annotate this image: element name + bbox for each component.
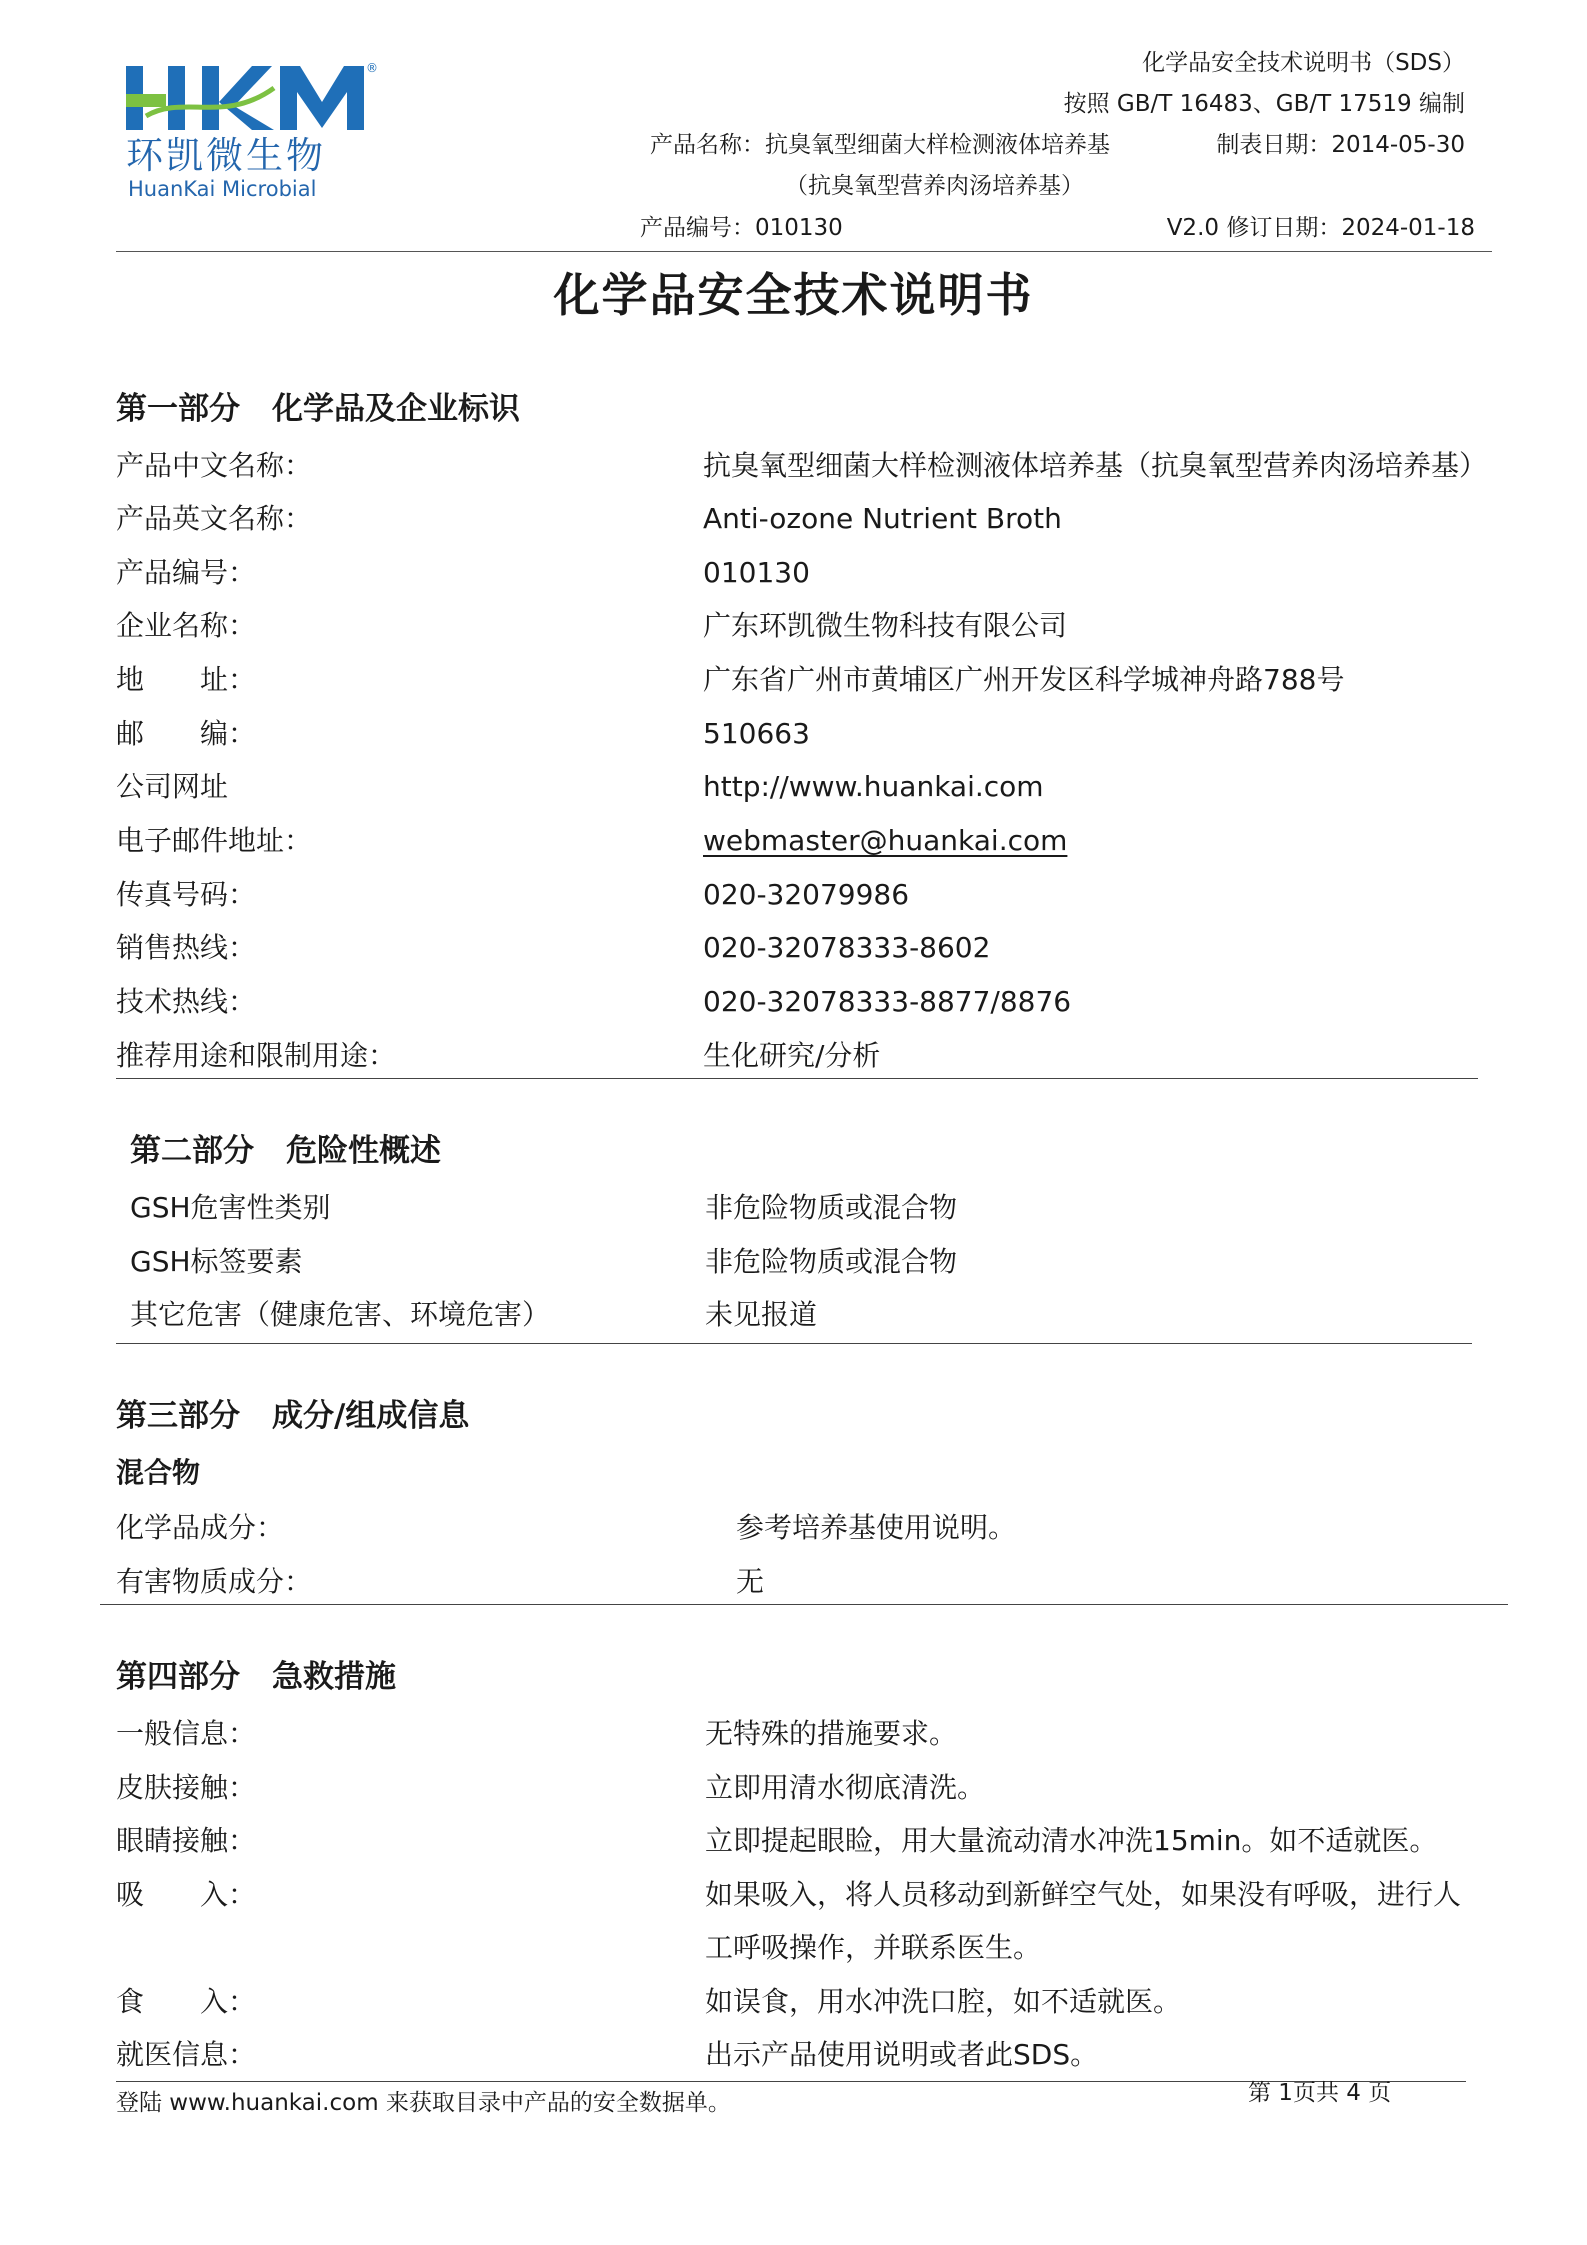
page-number: 第 1页共 4 页 xyxy=(1248,2080,1392,2106)
logo-name-en: HuanKai Microbial xyxy=(128,177,317,201)
row-label: 一般信息： xyxy=(116,1717,257,1750)
row-value: 未见报道 xyxy=(705,1298,818,1331)
section1-name: 化学品及企业标识 xyxy=(272,391,520,427)
footer-note: 登陆 www.huankai.com 来获取目录中产品的安全数据单。 xyxy=(116,2090,731,2116)
section4-name: 急救措施 xyxy=(272,1659,396,1695)
row-label: GSH标签要素 xyxy=(130,1245,303,1278)
section4-number: 第四部分 xyxy=(116,1659,240,1695)
section2-name: 危险性概述 xyxy=(286,1133,441,1169)
info-row xyxy=(116,1502,1496,1554)
row-value: 020-32078333-8602 xyxy=(703,931,991,964)
header-divider xyxy=(116,251,1492,252)
row-label: 产品英文名称： xyxy=(116,502,313,535)
section3-subtitle: 混合物 xyxy=(116,1456,201,1489)
revision-date: V2.0 修订日期：2024-01-18 xyxy=(1166,215,1475,241)
row-label: 企业名称： xyxy=(116,609,257,642)
header-product-name: 产品名称：抗臭氧型细菌大样检测液体培养基 xyxy=(650,132,1110,158)
row-value: 抗臭氧型细菌大样检测液体培养基（抗臭氧型营养肉汤培养基） xyxy=(703,449,1488,482)
section1-divider xyxy=(116,1078,1478,1079)
row-label: 技术热线： xyxy=(116,985,257,1018)
info-row xyxy=(130,1182,1510,1234)
row-label: 传真号码： xyxy=(116,878,257,911)
row-label: 吸 入： xyxy=(116,1878,257,1911)
row-value: 非危险物质或混合物 xyxy=(705,1245,958,1278)
info-row xyxy=(116,1762,1496,1814)
section2-divider xyxy=(116,1343,1472,1344)
section1-number: 第一部分 xyxy=(116,391,240,427)
row-value: 020-32079986 xyxy=(703,878,910,911)
info-row xyxy=(116,761,1496,813)
info-row xyxy=(116,440,1496,492)
info-row xyxy=(116,1708,1496,1760)
row-label: 产品编号： xyxy=(116,556,257,589)
info-row xyxy=(116,708,1496,760)
row-value: Anti-ozone Nutrient Broth xyxy=(703,502,1062,535)
made-date: 制表日期：2014-05-30 xyxy=(1216,132,1465,158)
row-label: 就医信息： xyxy=(116,2038,257,2071)
row-label: 食 入： xyxy=(116,1985,257,2018)
info-row xyxy=(116,1976,1496,2028)
info-row xyxy=(116,869,1496,921)
row-value: 如果吸入，将人员移动到新鲜空气处，如果没有呼吸，进行人 xyxy=(705,1878,1462,1911)
info-row xyxy=(116,1869,1496,1921)
row-value: 参考培养基使用说明。 xyxy=(736,1511,1017,1544)
section2-title xyxy=(130,1130,441,1172)
row-label: 产品中文名称： xyxy=(116,449,313,482)
row-label: 皮肤接触： xyxy=(116,1771,257,1804)
row-value: 无 xyxy=(736,1565,765,1598)
info-row xyxy=(116,1030,1496,1082)
header-product-name-sub: （抗臭氧型营养肉汤培养基） xyxy=(785,173,1084,199)
section3-title xyxy=(116,1395,469,1437)
info-row xyxy=(116,815,1496,867)
registered-mark: ® xyxy=(366,61,378,75)
row-value: 广东省广州市黄埔区广州开发区科学城神舟路788号 xyxy=(703,663,1345,696)
row-label: 公司网址 xyxy=(116,770,229,803)
row-value: 出示产品使用说明或者此SDS。 xyxy=(705,2038,1099,2071)
row-label: 电子邮件地址： xyxy=(116,824,313,857)
email-link[interactable]: webmaster@huankai.com xyxy=(703,824,1068,857)
section3-divider xyxy=(100,1604,1508,1605)
section4-title xyxy=(116,1656,396,1698)
info-row xyxy=(116,1556,1496,1608)
row-value: 无特殊的措施要求。 xyxy=(705,1717,958,1750)
company-logo xyxy=(124,50,424,210)
row-label: 销售热线： xyxy=(116,931,257,964)
row-value: 工呼吸操作，并联系医生。 xyxy=(705,1931,1042,1964)
info-row xyxy=(116,654,1496,706)
row-label: 邮 编： xyxy=(116,717,257,750)
row-value: 立即用清水彻底清洗。 xyxy=(705,1771,986,1804)
section3-name: 成分/组成信息 xyxy=(272,1398,470,1434)
section3-number: 第三部分 xyxy=(116,1398,240,1434)
section2-number: 第二部分 xyxy=(130,1133,254,1169)
info-row xyxy=(116,976,1496,1028)
info-row xyxy=(116,547,1496,599)
row-value: 立即提起眼睑，用大量流动清水冲洗15min。如不适就医。 xyxy=(705,1824,1438,1857)
info-row xyxy=(116,2029,1496,2081)
row-value: 非危险物质或混合物 xyxy=(705,1191,958,1224)
row-value: 510663 xyxy=(703,717,810,750)
row-label: 其它危害（健康危害、环境危害） xyxy=(130,1298,551,1331)
row-value: 如误食，用水冲洗口腔，如不适就医。 xyxy=(705,1985,1182,2018)
info-row xyxy=(130,1236,1510,1288)
row-label: GSH危害性类别 xyxy=(130,1191,331,1224)
page-title: 化学品安全技术说明书 xyxy=(553,268,1034,322)
logo-name-cn: 环凯微生物 xyxy=(126,134,326,177)
row-value: 生化研究/分析 xyxy=(703,1039,881,1072)
row-label: 眼睛接触： xyxy=(116,1824,257,1857)
info-row xyxy=(130,1289,1510,1341)
info-row xyxy=(116,600,1496,652)
logo-mark xyxy=(126,66,364,130)
doc-type: 化学品安全技术说明书（SDS） xyxy=(1142,50,1465,76)
header-product-code: 产品编号：010130 xyxy=(640,215,843,241)
row-label: 有害物质成分： xyxy=(116,1565,313,1598)
row-label: 推荐用途和限制用途： xyxy=(116,1039,397,1072)
row-value: 020-32078333-8877/8876 xyxy=(703,985,1072,1018)
info-row xyxy=(116,493,1496,545)
info-row xyxy=(116,1815,1496,1867)
row-value: 010130 xyxy=(703,556,810,589)
standard: 按照 GB/T 16483、GB/T 17519 编制 xyxy=(1063,91,1465,117)
row-label: 化学品成分： xyxy=(116,1511,285,1544)
info-row xyxy=(116,1922,1496,1974)
row-value: 广东环凯微生物科技有限公司 xyxy=(703,609,1068,642)
website-link[interactable]: http://www.huankai.com xyxy=(703,770,1044,803)
row-label: 地 址： xyxy=(116,663,257,696)
section1-title xyxy=(116,388,520,430)
info-row xyxy=(116,922,1496,974)
